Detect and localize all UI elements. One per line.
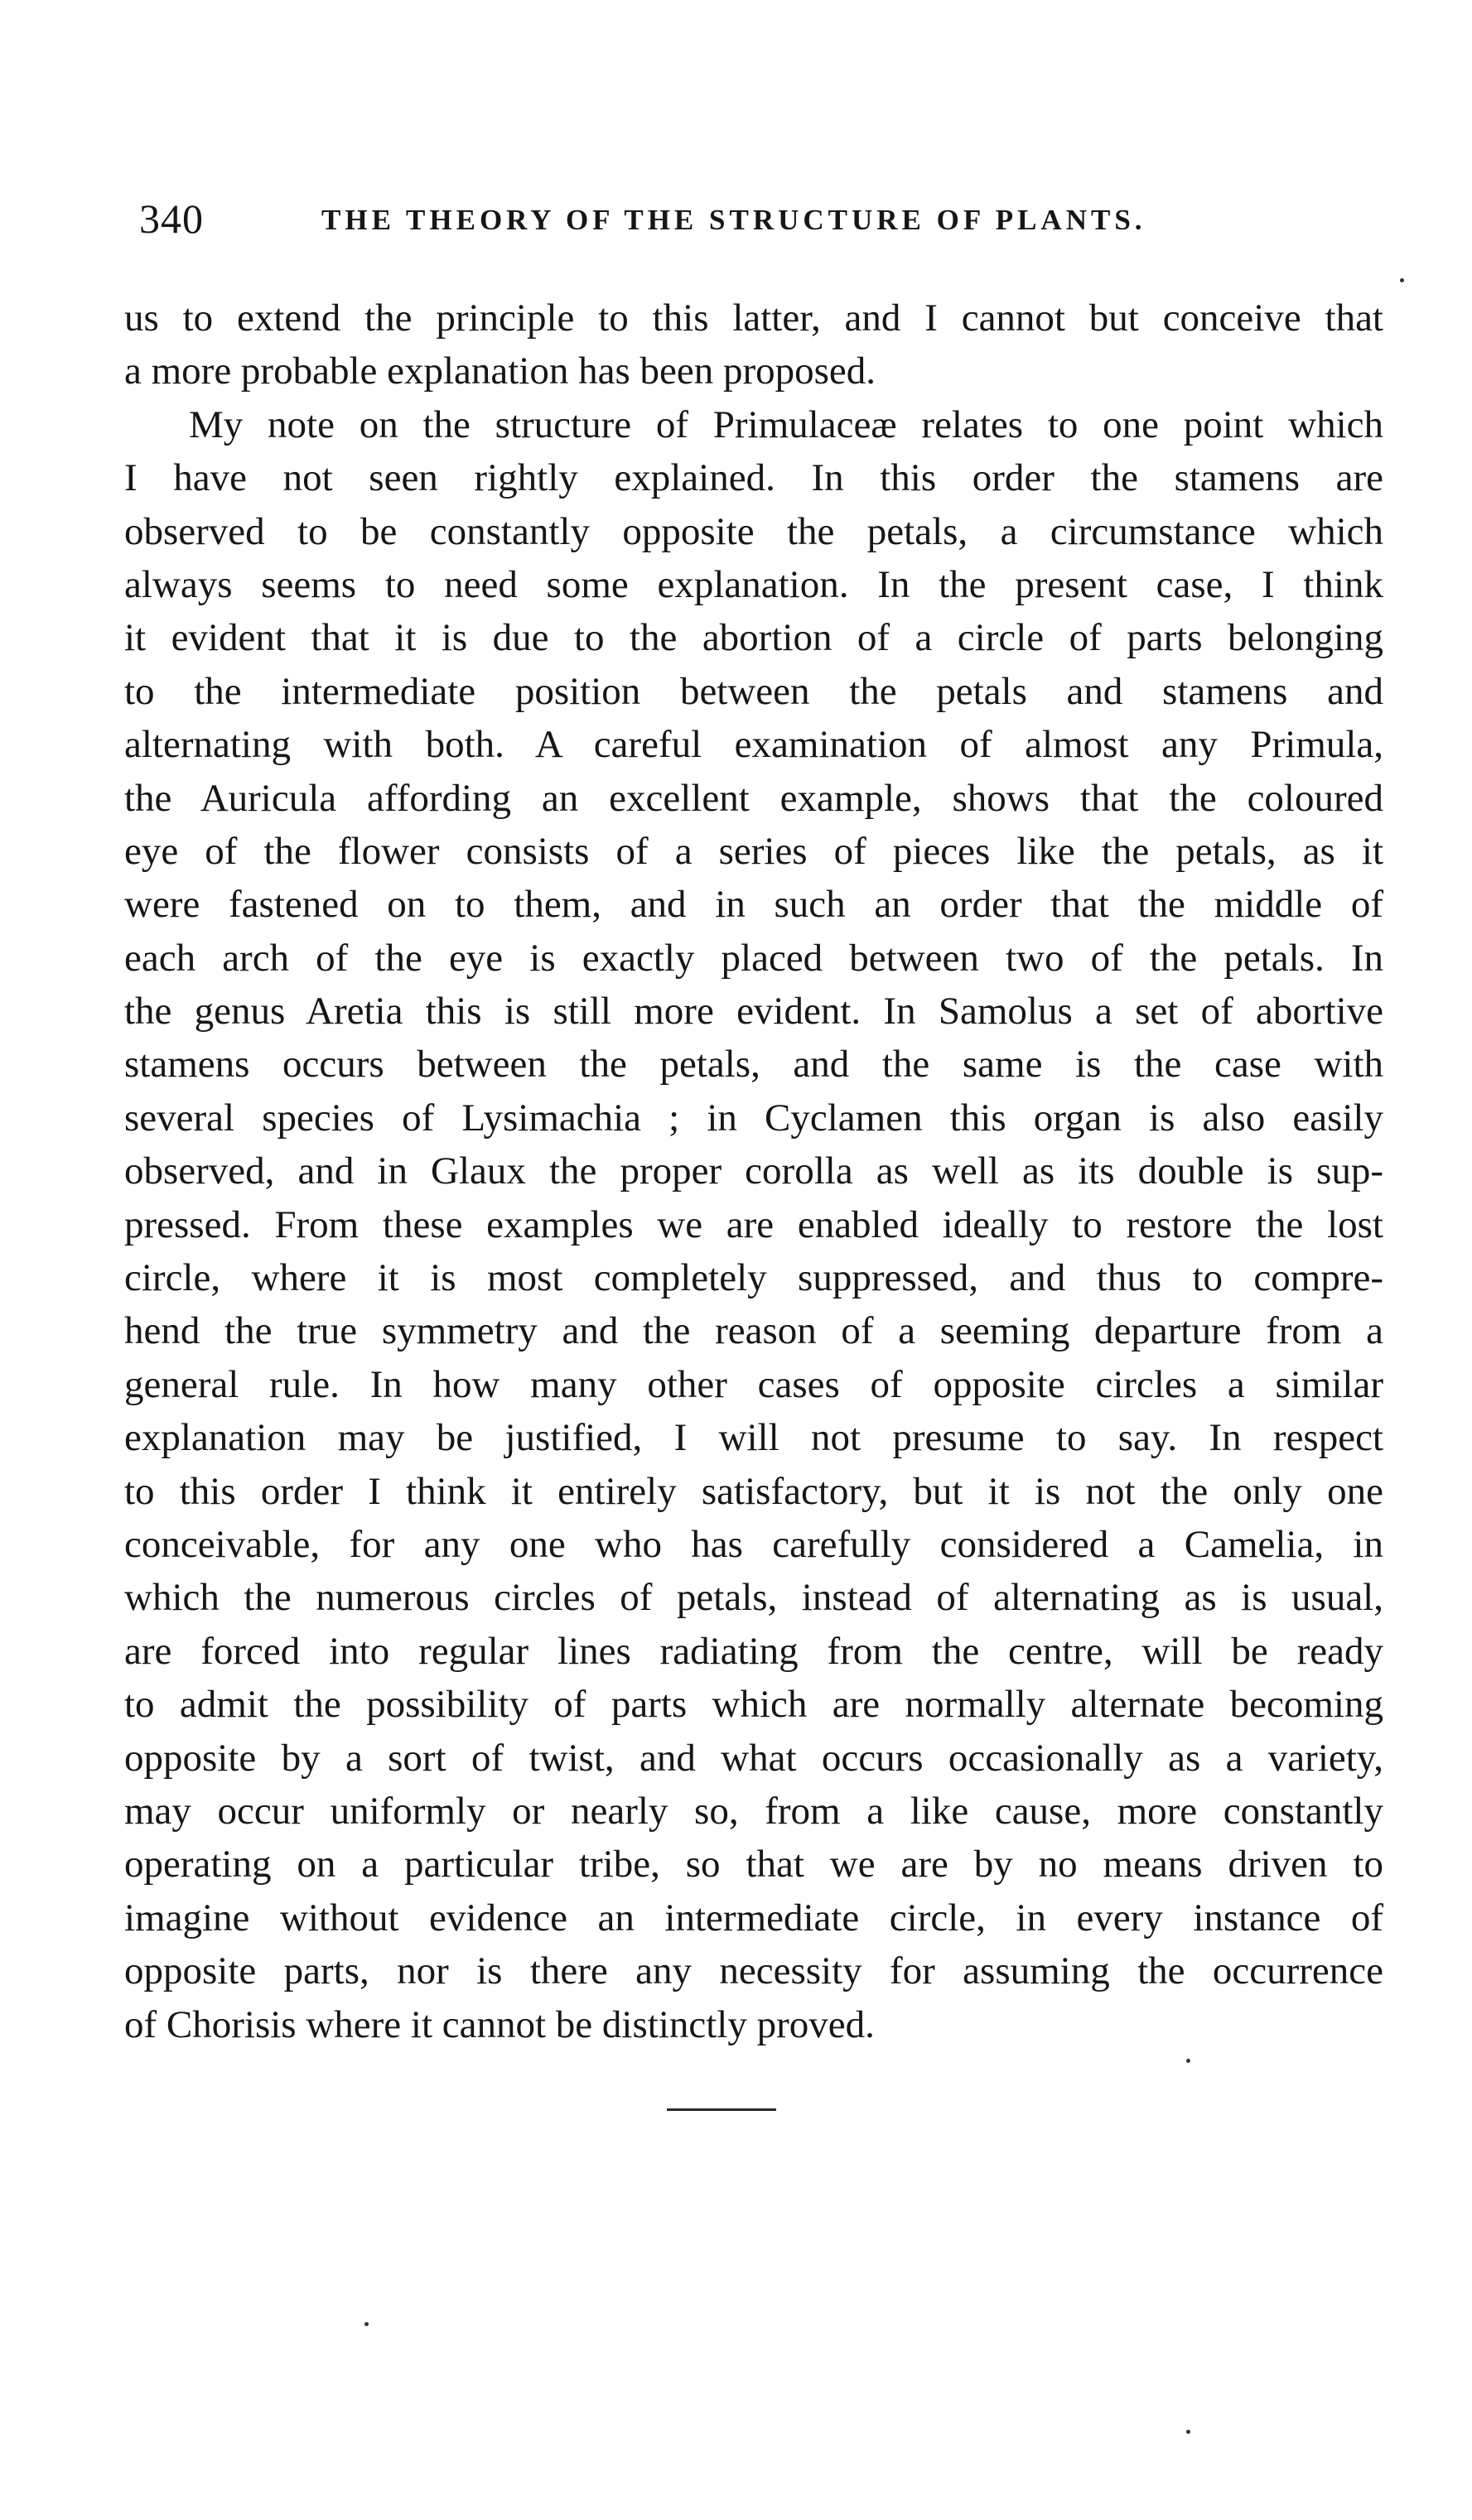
text-line: My note on the structure of Primulaceæ relates to one point which [189,402,1383,446]
text-line: of Chorisis where it cannot be distinctly proved. [124,2002,875,2046]
text-line: opposite by a sort of twist, and what occurs occasionally as a variety, [124,1736,1383,1780]
text-line: explanation may be justified, I will not presume to say. In respect [124,1416,1383,1460]
body-text [124,292,1383,2051]
text-line: I have not seen rightly explained. In this order the stamens are [124,456,1383,500]
text-line: to admit the possibility of parts which are normally alternate becoming [124,1683,1383,1727]
text-line: are forced into regular lines radiating from the centre, will be ready [124,1629,1383,1673]
text-line: which the numerous circles of petals, instead of alternating as is usual, [124,1576,1383,1620]
text-line: conceivable, for any one who has carefully considered a Camelia, in [124,1522,1383,1566]
text-line: the genus Aretia this is still more evident. In Samolus a set of abortive [124,990,1383,1034]
text-line: it evident that it is due to the abortion of a circle of parts belonging [124,616,1383,660]
text-line: operating on a particular tribe, so that we are by no means driven to [124,1843,1383,1886]
page-header [139,192,1390,245]
text-line: were fastened on to them, and in such an order that the middle of [124,883,1383,927]
text-line: circle, where it is most completely suppressed, and thus to compre- [124,1256,1383,1300]
text-line: eye of the flower consists of a series of pieces like the petals, as it [124,829,1383,873]
text-line: a more probable explanation has been proposed. [124,349,876,393]
text-line: opposite parts, nor is there any necessity for assuming the occurrence [124,1949,1383,1993]
text-line: several species of Lysimachia ; in Cyclamen this organ is also easily [124,1096,1383,1140]
print-speck [1186,2430,1190,2434]
text-line: observed, and in Glaux the proper corolla as well as its double is sup- [124,1149,1383,1193]
text-line: us to extend the principle to this latter, and I cannot but conceive that [124,296,1383,340]
text-line: observed to be constantly opposite the petals, a circumstance which [124,509,1383,553]
text-line: may occur uniformly or nearly so, from a like cause, more constantly [124,1789,1383,1833]
text-line: general rule. In how many other cases of opposite circles a similar [124,1362,1383,1406]
text-line: alternating with both. A careful examination of almost any Primula, [124,723,1383,767]
text-line: to this order I think it entirely satisfactory, but it is not the only one [124,1469,1383,1513]
running-head: THE THEORY OF THE STRUCTURE OF PLANTS. [321,204,1146,236]
print-speck [1186,2059,1190,2063]
text-line: stamens occurs between the petals, and the same is the case with [124,1043,1383,1087]
text-line: pressed. From these examples we are enabled ideally to restore the lost [124,1202,1383,1246]
text-line: imagine without evidence an intermediate circle, in every instance of [124,1896,1383,1939]
text-line: the Auricula affording an excellent example, shows that the coloured [124,776,1383,820]
print-speck [364,2322,369,2326]
section-end-rule [667,2108,776,2111]
text-line: always seems to need some explanation. In the present case, I think [124,562,1383,606]
print-speck [1400,278,1404,282]
text-line: to the intermediate position between the petals and stamens and [124,669,1383,713]
page-number: 340 [139,195,204,242]
text-line: each arch of the eye is exactly placed between two of the petals. In [124,936,1383,980]
text-line: hend the true symmetry and the reason of a seeming departure from a [124,1309,1383,1353]
